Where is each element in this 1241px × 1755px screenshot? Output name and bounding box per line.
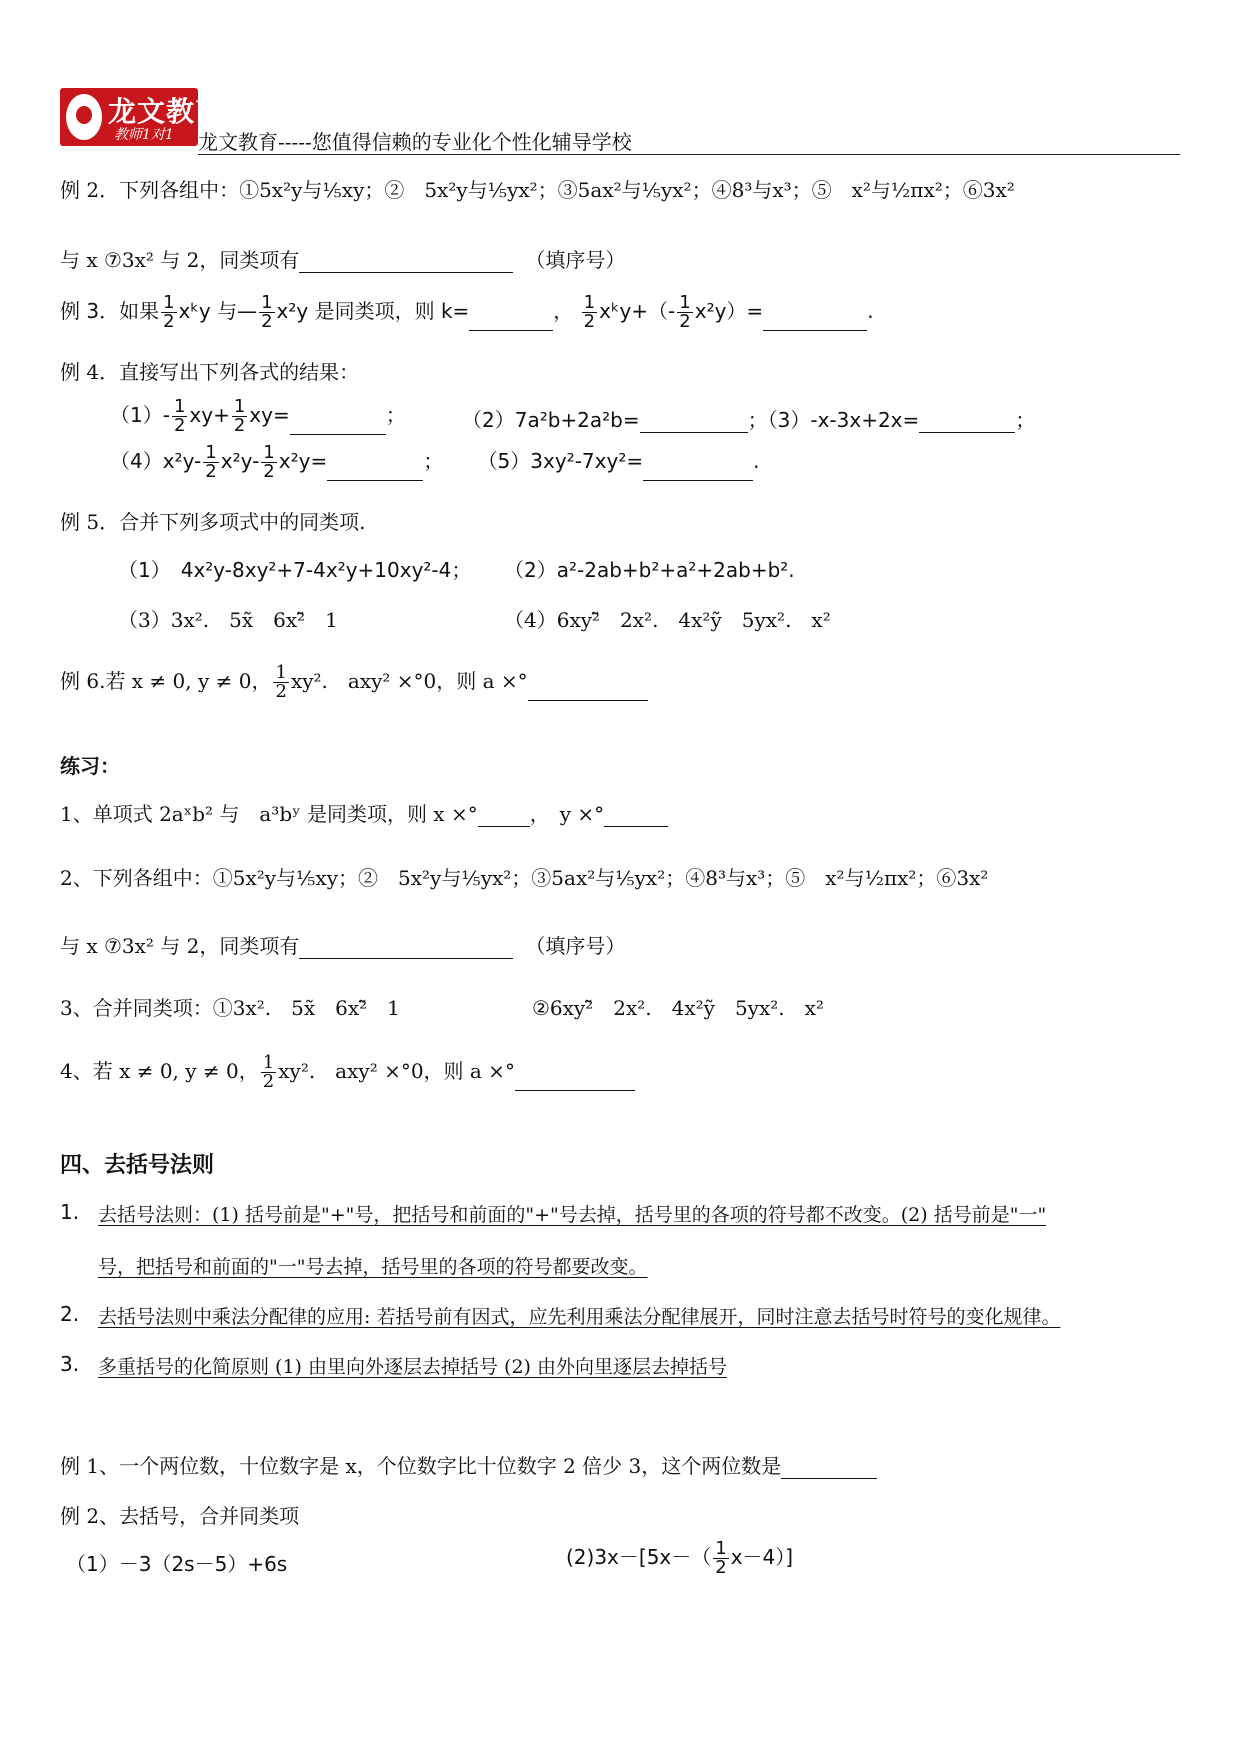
ex4-i5-blank[interactable]	[643, 460, 753, 481]
logo	[60, 88, 225, 146]
p1-y-text: y ×°	[559, 802, 605, 826]
logo-face-icon	[66, 94, 102, 140]
p4-text-a: 4、若 x ≠ 0, y ≠ 0，	[60, 1059, 259, 1083]
fraction	[172, 398, 187, 435]
ex4-i1-end: ；	[385, 403, 406, 427]
ex6-blank[interactable]	[528, 680, 648, 701]
ex4-i5-end: .	[753, 449, 760, 473]
rule1-line1: 去括号法则：(1) 括号前是"+"号，把括号和前面的"+"号去掉，括号里的各项的符号都不改变。(2) 括号前是"一"	[98, 1204, 1047, 1226]
frac-num: 1	[275, 662, 287, 683]
ex3-text-g: .	[867, 299, 874, 323]
ex4-i3-text: （3）-x-3x+2x=	[767, 408, 920, 432]
rule2-num: 2.	[60, 1302, 80, 1326]
fraction	[582, 294, 597, 331]
fraction	[261, 1054, 276, 1091]
fraction	[273, 664, 288, 701]
frac-den: 2	[715, 1557, 727, 1578]
practice-4	[60, 1054, 635, 1091]
p1-comma: ，	[529, 802, 540, 826]
p1-text: 1、单项式 2aˣb² 与 a³bʸ 是同类项，则 x ×°	[60, 802, 478, 826]
rule3-num: 3.	[60, 1352, 80, 1376]
rule1-line2: 号，把括号和前面的"一"号去掉，括号里的各项的符号都要改变。	[98, 1256, 648, 1278]
logo-text: 龙文教育	[108, 95, 225, 128]
header-divider	[198, 154, 1180, 155]
ex-s1-text: 例 1、一个两位数，十位数字是 x，个位数字比十位数字 2 倍少 3，这个两位数是	[60, 1454, 782, 1478]
p1-y-blank[interactable]	[604, 806, 668, 827]
ex-s2-title: 例 2、去括号，合并同类项	[60, 1504, 300, 1528]
practice-3b: ②6xy²̃ 2x². 4x²ỹ 5yx². x²	[532, 996, 824, 1020]
frac-num: 1	[163, 292, 175, 313]
fraction	[713, 1540, 728, 1577]
frac-num: 1	[173, 396, 186, 417]
frac-num: 1	[262, 1052, 275, 1073]
ex4-i4-end: ；	[423, 449, 444, 473]
ex3-text-b: xᵏy 与—	[178, 299, 258, 323]
ex-s1-blank[interactable]	[781, 1458, 877, 1479]
frac-den: 2	[263, 461, 275, 482]
ex-s2-item1: （1）－3（2s－5）+6s	[66, 1552, 288, 1576]
ex3-k-blank[interactable]	[469, 310, 553, 331]
frac-den: 2	[173, 415, 186, 436]
ex4-i4-text: x²y-	[220, 449, 260, 473]
frac-den: 2	[233, 415, 246, 436]
frac-num: 1	[205, 442, 217, 463]
ex2-line1: 例 2．下列各组中：①5x²y与⅕xy；② 5x²y与⅕yx²；③5ax²与⅕yx²；④8³与x³；⑤ x²与½πx²；⑥3x²	[60, 178, 1015, 202]
frac-num: 1	[583, 292, 596, 313]
fraction	[232, 398, 247, 435]
fraction	[677, 294, 692, 331]
ex4-i3-end: ；	[1015, 408, 1036, 432]
frac-den: 2	[261, 311, 273, 332]
frac-num: 1	[233, 396, 246, 417]
ex2-line2-text: 与 x ⑦3x² 与 2，同类项有	[60, 248, 300, 272]
ex4-item2	[462, 404, 1035, 433]
ex6-text-a: 例 6.若 x ≠ 0, y ≠ 0，	[60, 669, 272, 693]
frac-num: 1	[679, 292, 691, 313]
frac-num: 1	[261, 292, 273, 313]
ex5-item2: （2）a²-2ab+b²+a²+2ab+b².	[504, 558, 795, 582]
ex2-line2	[60, 244, 625, 273]
p2-text: 与 x ⑦3x² 与 2，同类项有	[60, 934, 300, 958]
ex4-i2-text: （2）7a²b+2a²b=	[462, 408, 640, 432]
fraction	[259, 294, 274, 331]
ex3-text-e: xᵏy+（-	[599, 299, 676, 323]
ex2-tail: （填序号）	[525, 248, 626, 272]
frac-den: 2	[262, 1071, 275, 1092]
frac-num: 1	[715, 1538, 727, 1559]
frac-num: 1	[263, 442, 275, 463]
practice-2-line2	[60, 930, 625, 959]
fraction	[161, 294, 176, 331]
ex5-item1: （1） 4x²y-8xy²+7-4x²y+10xy²-4；	[118, 558, 472, 582]
ex4-i3-blank[interactable]	[919, 412, 1015, 433]
frac-den: 2	[205, 461, 217, 482]
rule3-text: 多重括号的化简原则 (1) 由里向外逐层去掉括号 (2) 由外向里逐层去掉括号	[98, 1356, 727, 1378]
ex4-i4-blank[interactable]	[327, 460, 423, 481]
fraction	[261, 444, 276, 481]
ex4-i5-text: （5）3xy²-7xy²=	[477, 449, 644, 473]
section4-title: 四、去括号法则	[60, 1152, 215, 1178]
ex3-text-f: x²y）=	[694, 299, 764, 323]
ex2-answer-blank[interactable]	[299, 252, 513, 273]
p2-answer-blank[interactable]	[299, 938, 513, 959]
ex4-i1-blank[interactable]	[290, 414, 386, 435]
frac-den: 2	[583, 311, 596, 332]
ex3-text-c: x²y 是同类项，则 k=	[276, 299, 470, 323]
p4-blank[interactable]	[515, 1070, 635, 1091]
ex4-i4-text: x²y=	[278, 449, 328, 473]
practice-title: 练习：	[60, 754, 120, 778]
ex6-text-b: xy². axy² ×°0，则 a ×°	[290, 669, 528, 693]
ex4-i2-blank[interactable]	[640, 412, 748, 433]
ex3-text-a: 例 3．如果	[60, 299, 160, 323]
ex-s2-item2	[566, 1540, 793, 1577]
ex4-i1-text: （1）-	[110, 403, 170, 427]
ex4-title: 例 4．直接写出下列各式的结果：	[60, 360, 360, 384]
ex4-item1	[110, 398, 406, 435]
ex-s1	[60, 1450, 877, 1479]
practice-2-line1: 2、下列各组中：①5x²y与⅕xy；② 5x²y与⅕yx²；③5ax²与⅕yx²；④8³与x³；⑤ x²与½πx²；⑥3x²	[60, 866, 989, 890]
ex5-item4: （4）6xy²̃ 2x². 4x²ỹ 5yx². x²	[504, 608, 831, 632]
ex5-title: 例 5．合并下列多项式中的同类项.	[60, 510, 366, 534]
ex4-i1-text: xy+	[189, 403, 230, 427]
ex3-line	[60, 294, 874, 331]
ex5-item3: （3）3x². 5x̃ 6x²̃ 1	[118, 608, 338, 632]
frac-den: 2	[679, 311, 691, 332]
p4-text-b: xy². axy² ×°0，则 a ×°	[278, 1059, 515, 1083]
ex3-sum-blank[interactable]	[763, 310, 867, 331]
ex3-text-d: ，	[553, 299, 574, 323]
ex4-i2-end: ；	[747, 408, 768, 432]
fraction	[203, 444, 218, 481]
rule2-text: 去括号法则中乘法分配律的应用: 若括号前有因式，应先利用乘法分配律展开，同时注意去括号时符号的变化规律。	[98, 1306, 1061, 1328]
ex4-i1-text: xy=	[249, 403, 290, 427]
ex6-line	[60, 664, 648, 701]
frac-den: 2	[163, 311, 175, 332]
p1-x-blank[interactable]	[478, 806, 530, 827]
logo-subtext: 教师1对1	[114, 127, 174, 143]
practice-1	[60, 798, 668, 827]
ex4-item4	[110, 444, 759, 481]
ex-s2-i2-text: (2)3x－[5x－（	[566, 1545, 712, 1569]
header-slogan: 龙文教育-----您值得信赖的专业化个性化辅导学校	[198, 130, 632, 154]
ex-s2-i2-text: x－4）]	[730, 1545, 794, 1569]
rule1-num: 1.	[60, 1200, 80, 1224]
practice-3a: 3、合并同类项：①3x². 5x̃ 6x²̃ 1	[60, 996, 400, 1020]
frac-den: 2	[275, 681, 287, 702]
p2-tail: （填序号）	[525, 934, 626, 958]
ex4-i4-text: （4）x²y-	[110, 449, 202, 473]
